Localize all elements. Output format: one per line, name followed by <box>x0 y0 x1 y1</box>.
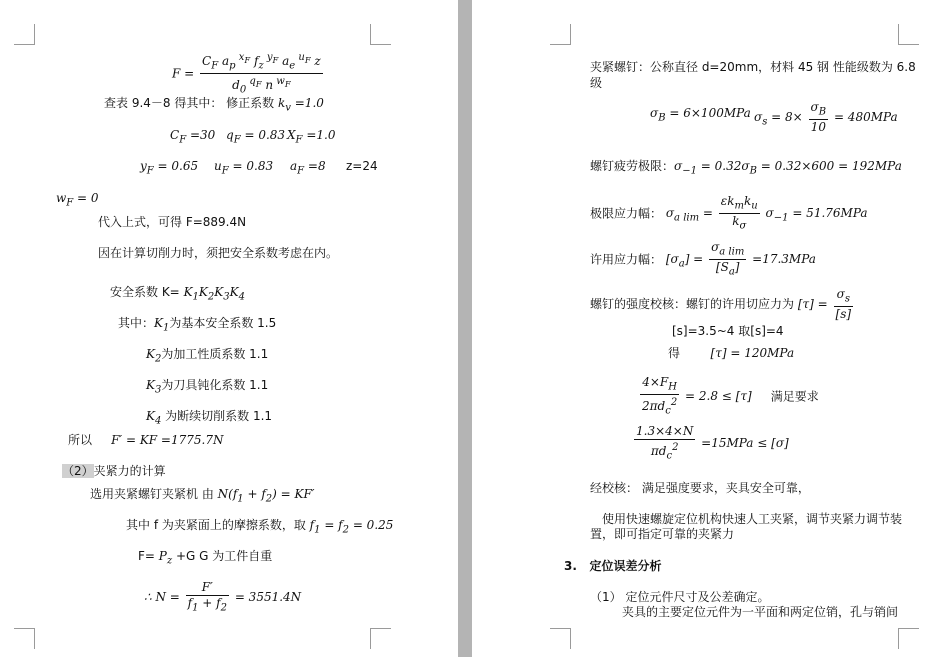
k2-line: $K_2$为加工性质系数 1.1 <box>146 347 269 365</box>
note-line: 因在计算切削力时，须把安全系数考虑在内。 <box>98 246 339 260</box>
subsection-text: 夹具的主要定位元件为一平面和两定位销，孔与销间 <box>622 605 899 619</box>
result-line: 所以 F′ = KF =1775.7N <box>68 433 224 447</box>
coef-CF: $C_F =30$ <box>170 128 216 146</box>
k1-line: 其中：$K_1$为基本安全系数 1.5 <box>118 316 277 334</box>
tensile-check-formula: $\frac{1.3\times 4\times N}{\pi d_c^2}$ =15MPa ≤ [σ] <box>636 424 789 462</box>
k3-line: $K_3$为刀具钝化系数 1.1 <box>146 378 269 396</box>
body-paragraph: 使用快速螺旋定位机构快速人工夹紧，调节夹紧力调节装置，即可指定可靠的夹紧力 <box>590 512 903 541</box>
clamp-line: 选用夹紧螺钉夹紧机 由 $N(f_1 + f_2) = KF'$ <box>90 487 315 505</box>
k4-line: $K_4$ 为断续切削系数 1.1 <box>146 409 273 427</box>
substitute-line: 代入上式，可得 F=889.4N <box>98 215 247 229</box>
crop-mark <box>370 628 391 649</box>
crop-mark <box>14 24 35 45</box>
crop-mark <box>370 24 391 45</box>
crop-mark <box>550 628 571 649</box>
force-components-line: $F= P_z +G$ G 为工件自重 <box>138 549 273 567</box>
crop-mark <box>898 24 919 45</box>
safety-factor-line: 安全系数 $K= K_1K_2K_3K_4$ <box>110 285 245 303</box>
crop-mark <box>898 628 919 649</box>
coef-wF: $w_F = 0$ <box>56 191 99 209</box>
sigma-s-formula: $\sigma_s = 8\times$ $\frac{\sigma_B}{10}$ = 480MPa <box>754 100 898 135</box>
page-gutter <box>458 0 472 657</box>
coef-z: z=24 <box>346 159 378 173</box>
allowable-shear-line: 得 [τ] = 120MPa <box>668 346 795 360</box>
shear-check-formula: $\frac{4\times F_H}{2\pi d_c^2}$ = 2.8 ≤ [τ] 满足要求 <box>642 375 819 417</box>
coef-yF: $y_F = 0.65$ <box>140 159 199 177</box>
subsection-heading-1: （1） 定位元件尺寸及公差确定。 <box>590 590 770 604</box>
coef-aF: $a_F =8$ <box>290 159 326 177</box>
cutting-force-formula: F = $\frac{C_F a_p ^{x_F} f_z ^{y_F} a_e ^{u_F} z}{d_0 ^{q_F} n ^{w_F}}$ <box>172 52 321 96</box>
strength-check-line: 螺钉的强度校核：螺钉的许用切应力为 [τ] = $\frac{\sigma_s}{[s]}$ <box>590 287 852 322</box>
crop-mark <box>550 24 571 45</box>
crop-mark <box>14 628 35 649</box>
section-heading-2: （2）夹紧力的计算 <box>62 464 166 478</box>
verification-line: 经校核： 满足强度要求，夹具安全可靠， <box>590 481 810 495</box>
lookup-line: 查表 9.4－8 得其中： 修正系数 $k_v =1.0$ <box>104 96 324 114</box>
safety-range-line: [s]=3.5~4 取[s]=4 <box>672 324 784 338</box>
screw-spec-line: 夹紧螺钉：公称直径 d=20mm，材料 45 钢 性能级数为 6.8 <box>590 60 916 74</box>
section-heading-3: 3. 定位误差分析 <box>564 559 662 573</box>
coef-qF: $q_F = 0.83$ <box>226 128 286 146</box>
limit-stress-line: 极限应力幅： $\sigma_{a lim}$ = $\frac{\varepsilon k_mk_u}{k_\sigma}$ $\sigma_{-1} = 51.76MPa$ <box>590 194 868 232</box>
coef-uF: $u_F = 0.83$ <box>214 159 274 177</box>
document-page-right <box>472 0 945 657</box>
fatigue-limit-line: 螺钉疲劳极限：$\sigma_{-1} = 0.32\sigma_B = 0.32\times 600 = 192MPa$ <box>590 159 902 177</box>
coef-XF: $X_F =1.0$ <box>287 128 336 146</box>
document-page-left <box>0 0 458 657</box>
allowable-stress-line: 许用应力幅： $[\sigma_a]$ = $\frac{\sigma_{a lim}}{[S_a]}$ =17.3MPa <box>590 240 816 278</box>
screw-spec-line-2: 级 <box>590 76 603 90</box>
friction-line: 其中 f 为夹紧面上的摩擦系数，取 $f_1 = f_2 = 0.25$ <box>126 518 394 536</box>
sigma-b-formula: $\sigma_B = 6\times 100MPa$ <box>650 106 751 124</box>
clamping-force-formula: ∴ N = $\frac{F'}{f_1 + f_2}$ = 3551.4N <box>144 580 302 614</box>
